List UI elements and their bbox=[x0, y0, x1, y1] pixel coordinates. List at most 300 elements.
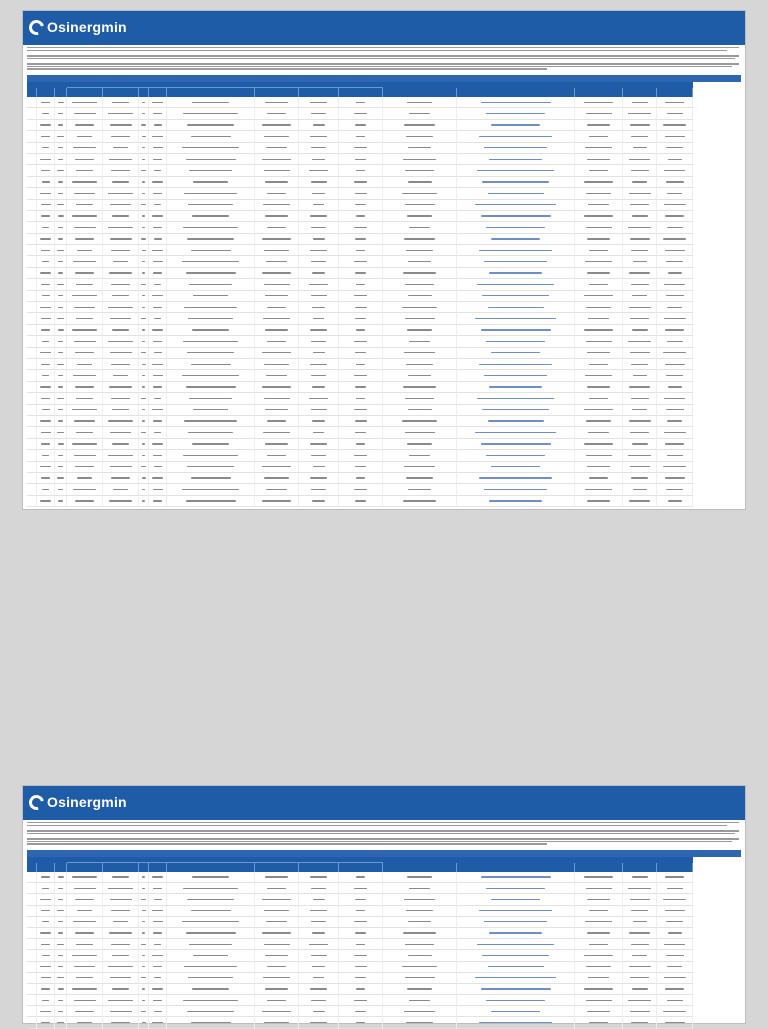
cell-text bbox=[630, 899, 650, 900]
row-number bbox=[27, 200, 37, 211]
cell-text bbox=[263, 432, 290, 433]
scope-text-line bbox=[27, 63, 739, 64]
table-cell bbox=[255, 962, 299, 973]
cell-text bbox=[40, 1011, 51, 1012]
cell-text bbox=[488, 420, 544, 421]
table-cell bbox=[457, 917, 575, 928]
cell-text bbox=[109, 159, 132, 160]
table-cell bbox=[657, 234, 693, 245]
cell-text bbox=[262, 932, 292, 933]
cell-text bbox=[586, 193, 611, 194]
column-header bbox=[657, 88, 693, 97]
cell-text bbox=[73, 261, 96, 262]
table-cell bbox=[37, 131, 55, 142]
cell-text bbox=[74, 193, 95, 194]
table-cell bbox=[255, 222, 299, 233]
table-cell bbox=[575, 211, 623, 222]
cell-text bbox=[73, 921, 96, 922]
table-cell bbox=[167, 484, 255, 495]
cell-text bbox=[58, 1011, 62, 1012]
cell-text bbox=[110, 204, 131, 205]
table-cell bbox=[149, 450, 167, 461]
cell-text bbox=[628, 888, 651, 889]
cell-text bbox=[589, 364, 607, 365]
cell-text bbox=[77, 910, 92, 911]
table-cell bbox=[103, 188, 139, 199]
row-number bbox=[27, 1017, 37, 1028]
table-cell bbox=[623, 450, 657, 461]
cell-text bbox=[667, 193, 682, 194]
table-cell bbox=[67, 279, 103, 290]
table-cell bbox=[255, 336, 299, 347]
cell-text bbox=[488, 966, 544, 967]
cell-text bbox=[41, 443, 50, 444]
cell-text bbox=[408, 295, 432, 296]
table-cell bbox=[383, 872, 457, 883]
table-cell bbox=[339, 883, 383, 894]
table-cell bbox=[55, 496, 67, 507]
cell-text bbox=[153, 386, 162, 387]
table-cell bbox=[623, 359, 657, 370]
cell-text bbox=[356, 1022, 365, 1023]
cell-text bbox=[311, 455, 325, 456]
cell-text bbox=[72, 329, 97, 330]
cell-text bbox=[309, 284, 327, 285]
cell-text bbox=[313, 432, 324, 433]
cell-text bbox=[109, 386, 132, 387]
cell-text bbox=[586, 888, 612, 889]
table-cell bbox=[457, 120, 575, 131]
table-cell bbox=[55, 302, 67, 313]
table-cell bbox=[149, 439, 167, 450]
table-cell bbox=[37, 154, 55, 165]
table-cell bbox=[255, 302, 299, 313]
row-number bbox=[27, 462, 37, 473]
osinergmin-logo-icon bbox=[26, 792, 46, 812]
table-cell bbox=[149, 995, 167, 1006]
table-cell bbox=[575, 439, 623, 450]
cell-text bbox=[585, 375, 612, 376]
table-cell bbox=[339, 120, 383, 131]
cell-text bbox=[404, 238, 436, 239]
cell-text bbox=[142, 307, 145, 308]
table-cell bbox=[623, 883, 657, 894]
cell-text bbox=[58, 466, 62, 467]
table-cell bbox=[37, 97, 55, 108]
table-cell bbox=[457, 872, 575, 883]
cell-text bbox=[264, 170, 290, 171]
cell-text bbox=[113, 921, 128, 922]
cell-text bbox=[584, 955, 613, 956]
table-cell bbox=[167, 1017, 255, 1028]
table-cell bbox=[623, 1006, 657, 1017]
cell-text bbox=[312, 932, 325, 933]
cell-text bbox=[77, 477, 92, 478]
cell-text bbox=[632, 876, 648, 877]
cell-text bbox=[407, 329, 433, 330]
table-cell bbox=[383, 302, 457, 313]
table-cell bbox=[149, 268, 167, 279]
table-cell bbox=[149, 143, 167, 154]
table-cell bbox=[149, 382, 167, 393]
table-cell bbox=[623, 256, 657, 267]
row-number bbox=[27, 496, 37, 507]
cell-text bbox=[667, 227, 683, 228]
table-cell bbox=[149, 1017, 167, 1028]
cell-text bbox=[267, 113, 287, 114]
cell-text bbox=[154, 284, 161, 285]
table-cell bbox=[149, 939, 167, 950]
table-cell bbox=[339, 995, 383, 1006]
table-cell bbox=[339, 906, 383, 917]
table-cell bbox=[383, 496, 457, 507]
table-cell bbox=[383, 211, 457, 222]
table-cell bbox=[255, 462, 299, 473]
table-cell bbox=[339, 245, 383, 256]
cell-text bbox=[312, 272, 325, 273]
table-cell bbox=[339, 416, 383, 427]
cell-text bbox=[112, 409, 129, 410]
table-cell bbox=[457, 97, 575, 108]
cell-text bbox=[58, 147, 63, 148]
cell-text bbox=[193, 181, 228, 182]
cell-text bbox=[188, 204, 233, 205]
table-cell bbox=[457, 222, 575, 233]
table-cell bbox=[457, 1006, 575, 1017]
table-cell bbox=[55, 427, 67, 438]
table-cell bbox=[657, 496, 693, 507]
table-cell bbox=[457, 245, 575, 256]
cell-text bbox=[491, 124, 540, 125]
table-cell bbox=[255, 154, 299, 165]
cell-text bbox=[113, 375, 128, 376]
cell-text bbox=[72, 876, 97, 877]
table-cell bbox=[67, 496, 103, 507]
table-cell bbox=[255, 97, 299, 108]
table-cell bbox=[255, 950, 299, 961]
table-cell bbox=[623, 416, 657, 427]
table-cell bbox=[37, 484, 55, 495]
cell-text bbox=[152, 409, 163, 410]
table-cell bbox=[67, 143, 103, 154]
table-cell bbox=[457, 188, 575, 199]
cell-text bbox=[110, 899, 132, 900]
table-cell bbox=[37, 393, 55, 404]
cell-text bbox=[405, 170, 434, 171]
table-cell bbox=[657, 928, 693, 939]
table-cell bbox=[657, 427, 693, 438]
cell-text bbox=[109, 932, 132, 933]
table-cell bbox=[67, 1006, 103, 1017]
cell-text bbox=[58, 102, 64, 103]
cell-text bbox=[58, 375, 63, 376]
cell-text bbox=[182, 261, 240, 262]
table-cell bbox=[339, 473, 383, 484]
table-cell bbox=[149, 370, 167, 381]
table-cell bbox=[167, 348, 255, 359]
cell-text bbox=[405, 977, 435, 978]
cell-text bbox=[628, 113, 651, 114]
cell-text bbox=[665, 988, 684, 989]
cell-text bbox=[58, 159, 63, 160]
table-cell bbox=[167, 313, 255, 324]
row-number bbox=[27, 393, 37, 404]
cell-text bbox=[585, 147, 612, 148]
table-cell bbox=[167, 894, 255, 905]
cell-text bbox=[491, 899, 540, 900]
cell-text bbox=[664, 432, 686, 433]
row-number bbox=[27, 950, 37, 961]
table-cell bbox=[255, 211, 299, 222]
table-cell bbox=[67, 256, 103, 267]
row-number bbox=[27, 325, 37, 336]
table-cell bbox=[657, 188, 693, 199]
cell-text bbox=[354, 1000, 367, 1001]
table-cell bbox=[383, 131, 457, 142]
table-cell bbox=[339, 348, 383, 359]
table-cell bbox=[575, 872, 623, 883]
table-cell bbox=[383, 348, 457, 359]
table-cell bbox=[575, 450, 623, 461]
table-cell bbox=[255, 165, 299, 176]
cell-text bbox=[58, 500, 63, 501]
table-cell bbox=[149, 348, 167, 359]
cell-text bbox=[187, 899, 235, 900]
row-number bbox=[27, 268, 37, 279]
cell-text bbox=[585, 921, 612, 922]
table-cell bbox=[103, 313, 139, 324]
cell-text bbox=[154, 124, 162, 125]
table-cell bbox=[299, 370, 339, 381]
cell-text bbox=[153, 1000, 163, 1001]
table-cell bbox=[139, 165, 149, 176]
table-cell bbox=[139, 450, 149, 461]
cell-text bbox=[142, 443, 146, 444]
scope-text-line bbox=[27, 55, 739, 56]
table-cell bbox=[657, 973, 693, 984]
row-number bbox=[27, 450, 37, 461]
table-cell bbox=[103, 439, 139, 450]
table-cell bbox=[255, 928, 299, 939]
table-cell bbox=[37, 370, 55, 381]
cell-text bbox=[141, 432, 145, 433]
table-cell bbox=[457, 439, 575, 450]
table-cell bbox=[623, 348, 657, 359]
cell-text bbox=[665, 1022, 685, 1023]
cell-text bbox=[356, 215, 364, 216]
cell-text bbox=[355, 204, 365, 205]
table-cell bbox=[339, 222, 383, 233]
cell-text bbox=[58, 386, 63, 387]
cell-text bbox=[484, 921, 547, 922]
cell-text bbox=[631, 477, 648, 478]
cell-text bbox=[42, 375, 50, 376]
table-cell bbox=[37, 1006, 55, 1017]
table-cell bbox=[339, 279, 383, 290]
cell-text bbox=[311, 261, 326, 262]
cell-text bbox=[111, 284, 131, 285]
table-cell bbox=[37, 325, 55, 336]
cell-text bbox=[629, 966, 651, 967]
table-cell bbox=[383, 382, 457, 393]
cell-text bbox=[668, 500, 682, 501]
cell-text bbox=[76, 204, 94, 205]
table-cell bbox=[139, 484, 149, 495]
table-cell bbox=[339, 950, 383, 961]
cell-text bbox=[354, 921, 367, 922]
cell-text bbox=[108, 888, 133, 889]
cell-text bbox=[310, 215, 327, 216]
table-cell bbox=[383, 973, 457, 984]
table-cell bbox=[657, 154, 693, 165]
cell-text bbox=[486, 227, 546, 228]
cell-text bbox=[142, 420, 145, 421]
cell-text bbox=[355, 432, 365, 433]
table-cell bbox=[457, 393, 575, 404]
cell-text bbox=[57, 1022, 63, 1023]
table-cell bbox=[657, 950, 693, 961]
cell-text bbox=[589, 944, 609, 945]
cell-text bbox=[665, 477, 685, 478]
column-header bbox=[623, 88, 657, 97]
table-cell bbox=[67, 245, 103, 256]
table-cell bbox=[339, 1017, 383, 1028]
table-cell bbox=[139, 1006, 149, 1017]
table-cell bbox=[149, 108, 167, 119]
table-cell bbox=[55, 325, 67, 336]
table-cell bbox=[383, 484, 457, 495]
table-cell bbox=[299, 995, 339, 1006]
table-cell bbox=[167, 917, 255, 928]
table-cell bbox=[575, 382, 623, 393]
table-cell bbox=[383, 154, 457, 165]
table-cell bbox=[149, 906, 167, 917]
row-number bbox=[27, 473, 37, 484]
cell-text bbox=[262, 124, 291, 125]
cell-text bbox=[112, 443, 130, 444]
table-cell bbox=[575, 496, 623, 507]
scope-text-line bbox=[27, 841, 732, 842]
table-cell bbox=[55, 348, 67, 359]
cell-text bbox=[142, 1000, 145, 1001]
cell-text bbox=[42, 955, 50, 956]
cell-text bbox=[266, 489, 287, 490]
table-cell bbox=[55, 177, 67, 188]
table-cell bbox=[575, 984, 623, 995]
table-cell bbox=[103, 143, 139, 154]
table-cell bbox=[457, 165, 575, 176]
cell-text bbox=[356, 988, 364, 989]
table-cell bbox=[149, 336, 167, 347]
cell-text bbox=[589, 910, 607, 911]
cell-text bbox=[354, 181, 368, 182]
cell-text bbox=[356, 136, 365, 137]
cell-text bbox=[312, 159, 325, 160]
cell-text bbox=[58, 341, 63, 342]
table-cell bbox=[103, 370, 139, 381]
table-cell bbox=[575, 917, 623, 928]
cell-text bbox=[192, 102, 230, 103]
scope-text-line bbox=[27, 843, 547, 844]
cell-text bbox=[265, 409, 287, 410]
cell-text bbox=[630, 352, 650, 353]
table-cell bbox=[67, 484, 103, 495]
table-cell bbox=[149, 211, 167, 222]
cell-text bbox=[183, 113, 238, 114]
cell-text bbox=[41, 432, 51, 433]
row-number bbox=[27, 995, 37, 1006]
table-cell bbox=[255, 496, 299, 507]
column-header bbox=[623, 863, 657, 872]
table-cell bbox=[139, 188, 149, 199]
cell-text bbox=[311, 375, 326, 376]
cell-text bbox=[58, 420, 63, 421]
table-cell bbox=[67, 313, 103, 324]
table-cell bbox=[103, 1006, 139, 1017]
column-header bbox=[149, 88, 167, 97]
cell-text bbox=[406, 136, 433, 137]
cell-text bbox=[58, 215, 64, 216]
cell-text bbox=[262, 272, 292, 273]
scope-text-line bbox=[27, 50, 727, 51]
cell-text bbox=[186, 272, 236, 273]
table-cell bbox=[67, 894, 103, 905]
cell-text bbox=[355, 966, 367, 967]
table-cell bbox=[103, 393, 139, 404]
cell-text bbox=[663, 466, 686, 467]
table-cell bbox=[255, 1006, 299, 1017]
table-cell bbox=[167, 427, 255, 438]
cell-text bbox=[663, 352, 686, 353]
cell-text bbox=[112, 102, 130, 103]
cell-text bbox=[403, 272, 436, 273]
table-cell bbox=[457, 906, 575, 917]
table-cell bbox=[67, 872, 103, 883]
table-cell bbox=[103, 950, 139, 961]
cell-text bbox=[408, 955, 432, 956]
table-cell bbox=[339, 302, 383, 313]
cell-text bbox=[72, 181, 96, 182]
table-cell bbox=[103, 336, 139, 347]
table-cell bbox=[167, 131, 255, 142]
cell-text bbox=[356, 944, 366, 945]
row-number bbox=[27, 120, 37, 131]
row-number bbox=[27, 188, 37, 199]
cell-text bbox=[141, 944, 145, 945]
cell-text bbox=[309, 398, 327, 399]
table-cell bbox=[383, 234, 457, 245]
table-cell bbox=[103, 427, 139, 438]
cell-text bbox=[484, 147, 547, 148]
cell-text bbox=[584, 876, 614, 877]
cell-text bbox=[587, 124, 609, 125]
table-cell bbox=[67, 359, 103, 370]
cell-text bbox=[108, 341, 133, 342]
table-cell bbox=[37, 962, 55, 973]
cell-text bbox=[354, 455, 367, 456]
table-cell bbox=[55, 973, 67, 984]
table-cell bbox=[37, 211, 55, 222]
table-cell bbox=[299, 143, 339, 154]
table-cell bbox=[167, 416, 255, 427]
table-cell bbox=[299, 405, 339, 416]
column-header bbox=[149, 863, 167, 872]
table-cell bbox=[55, 894, 67, 905]
cell-text bbox=[72, 955, 96, 956]
table-cell bbox=[299, 200, 339, 211]
table-cell bbox=[67, 120, 103, 131]
cell-text bbox=[355, 193, 367, 194]
